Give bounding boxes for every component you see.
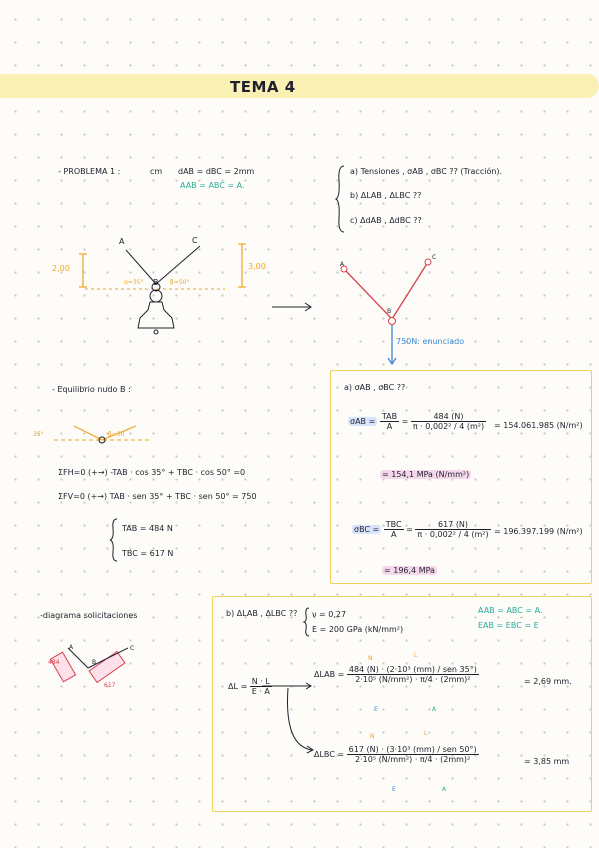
structure-figure <box>50 232 270 347</box>
weight <box>138 302 174 328</box>
fig2-point-b: B <box>387 308 392 315</box>
fig1-beta: β=50° <box>170 279 190 286</box>
equilibrium-heading: - Equilibrio nudo B : <box>52 385 131 394</box>
diagram-value-484: 484 <box>48 659 60 666</box>
area-equality: AAB = ABC = A. <box>478 606 543 615</box>
diagram-point-b: B <box>92 659 97 666</box>
sigma-ab-lhs: σAB = <box>350 417 376 426</box>
dlab-lhs: ΔLAB = <box>314 670 345 679</box>
page-title: TEMA 4 <box>230 78 296 96</box>
fbd-node-c <box>425 259 431 265</box>
sigma-ab-frac1-num: TAB <box>381 412 398 421</box>
dlbc-num: 617 (N) · (3·10³ (mm) / sen 50°) <box>348 745 477 754</box>
dlbc-result: = 3,85 mm <box>524 757 570 766</box>
dlbc-tag-e: E <box>392 786 396 793</box>
questions-brace <box>336 164 346 234</box>
arrow-right-icon <box>272 302 314 312</box>
title-bar <box>0 74 599 98</box>
diagram-value-617: 617 <box>104 682 116 689</box>
sigma-bc-frac1 <box>384 520 404 539</box>
dlbc-frac <box>347 745 479 764</box>
sigma-bc-lhs: σBC = <box>354 525 380 534</box>
eq-result-brace <box>110 518 118 562</box>
fig1-point-c: C <box>192 236 198 245</box>
fig1-right-dim: 3,00 <box>248 262 266 271</box>
young-modulus: E = 200 GPa (kN/mm²) <box>312 625 404 634</box>
stress-title: a) σAB , σBC ?? <box>344 383 406 392</box>
question-b: b) ΔLAB , ΔLBC ?? <box>350 191 422 200</box>
sigma-bc-frac1-den: A <box>390 530 397 539</box>
fbd-bar-ab <box>344 269 392 319</box>
equilibrium-sketch <box>52 422 162 448</box>
dlbc-tag-l: L <box>424 730 428 737</box>
sigma-ab-frac2-den: π · 0,002² / 4 (m²) <box>412 422 485 431</box>
sigma-bc-frac2-num: 617 (N) <box>415 520 490 530</box>
formula-arrows <box>262 686 322 756</box>
fig1-left-dim: 2,00 <box>52 264 70 273</box>
sigma-bc-frac2-den: π · 0,002² / 4 (m²) <box>417 530 489 539</box>
question-c: c) ΔdAB , ΔdBC ?? <box>350 216 422 225</box>
eq-angle-right: β=50 <box>108 431 125 438</box>
fbd-node-b <box>389 318 396 325</box>
fig1-alpha: α=35° <box>124 279 144 286</box>
fig2-point-a: A <box>340 261 345 268</box>
sigma-ab-frac1 <box>380 412 399 431</box>
dlab-num: 484 (N) · (2·10³ (mm) / sen 35°) <box>348 665 477 674</box>
dlab-row <box>314 665 479 684</box>
diagram-point-c: C <box>130 645 135 652</box>
sigma-ab-frac2-num: 484 (N) <box>411 412 486 422</box>
eq-horizontal: ΣFH=0 (+→) -TAB · cos 35° + TBC · cos 50° =0 <box>58 468 246 477</box>
props-brace <box>304 607 310 637</box>
dlbc-tag-a: A <box>442 786 447 793</box>
dlab-frac <box>347 665 479 684</box>
modulus-equality: EAB = EBC = E <box>478 621 539 630</box>
poisson: ν = 0,27 <box>312 610 347 619</box>
fig1-point-a: A <box>119 237 125 246</box>
dlbc-tag-n: N <box>370 733 375 740</box>
elong-title: b) ΔLAB , ΔLBC ?? <box>226 609 298 618</box>
sigma-ab-row: σAB = $\frac{\text{TAB}}{A}$ = $\frac{484 (N)}{\text{π · 0,002² / 4 (m²)}}$ <box>350 412 485 431</box>
dlbc-den: 2·10⁵ (N/mm²) · π/4 · (2mm)² <box>355 755 471 764</box>
tbc-result: TBC = 617 N <box>122 549 174 558</box>
fig2-load-text: 750N: enunciado <box>396 337 465 346</box>
question-a-text: a) Tensiones , σAB , σBC ?? (Tracción). <box>350 167 503 176</box>
dlab-result: = 2,69 mm. <box>524 677 572 686</box>
sigma-bc-result: = 196.397.199 (N/m²) <box>494 527 583 536</box>
dlab-den: 2·10⁵ (N/mm²) · π/4 · (2mm)² <box>355 675 471 684</box>
dlbc-lhs: ΔLBC = <box>314 750 345 759</box>
fig1-point-b: B <box>153 278 159 287</box>
hooke-lhs: ΔL = <box>228 682 248 691</box>
problem-unit: cm <box>150 167 163 176</box>
problem-diameter: dAB = dBC = 2mm <box>178 167 255 176</box>
hooke-num: N · L <box>250 677 272 687</box>
sigma-bc-frac1-num: TBC <box>385 520 402 529</box>
eq-angle-left: 35° <box>33 431 44 438</box>
dlab-tag-a: A <box>432 706 437 713</box>
dlbc-row <box>314 745 479 764</box>
hooke-den: E · A <box>251 687 270 696</box>
dlab-tag-e: E <box>374 706 378 713</box>
eq-vertical: ΣFV=0 (+→) TAB · sen 35° + TBC · sen 50° = 750 <box>58 492 257 501</box>
dlab-tag-l: L <box>414 652 418 659</box>
sigma-bc-mpa-row <box>382 566 437 575</box>
sigma-ab-result: = 154.061.985 (N/m²) <box>494 421 583 430</box>
sigma-ab-frac1-den: A <box>386 422 393 431</box>
sigma-ab-mpa-row <box>380 470 471 479</box>
sigma-bc-frac2 <box>415 520 490 539</box>
sigma-bc-row: σBC = $\frac{\text{TBC}}{A}$ = $\frac{617 (N)}{\text{π · 0,002² / 4 (m²)}}$ <box>354 520 489 539</box>
sigma-bc-mpa: = 196,4 MPa <box>384 566 435 575</box>
problem-areas: AAB = ABC = A. <box>180 181 245 190</box>
dlab-tag-n: N <box>368 655 373 662</box>
pulley <box>150 290 162 302</box>
fig2-point-c: C <box>432 254 437 261</box>
question-a <box>350 167 502 176</box>
problem-label: - PROBLEMA 1 : <box>58 167 121 176</box>
fbd-bar-bc <box>392 262 428 319</box>
tab-result: TAB = 484 N <box>122 524 173 533</box>
diagram-heading: -diagrama solicitaciones <box>40 611 138 620</box>
fig2-load-label <box>396 337 464 346</box>
sigma-ab-mpa: = 154,1 MPa (N/mm²) <box>382 470 470 479</box>
sigma-ab-frac2 <box>411 412 486 431</box>
diagram-point-a: A <box>69 644 74 651</box>
